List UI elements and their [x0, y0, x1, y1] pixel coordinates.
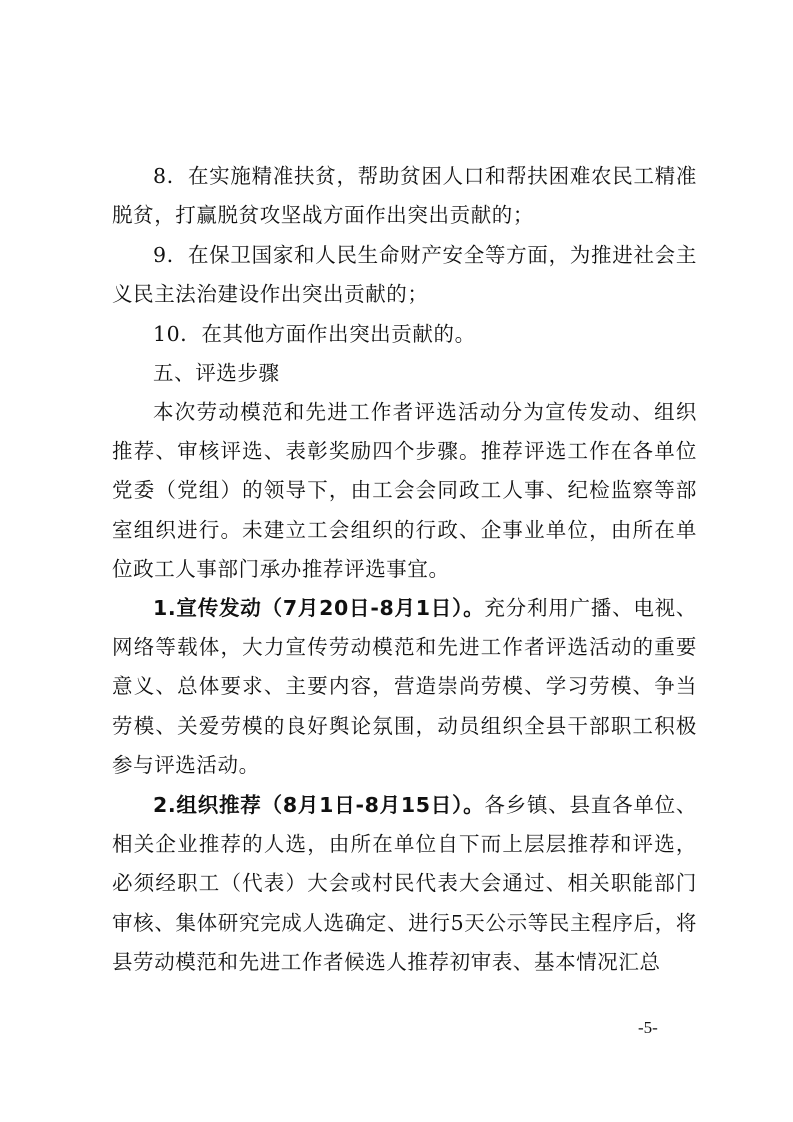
item-10 [112, 315, 697, 354]
step-1-title: 1.宣传发动（7月20日-8月1日）。 [153, 596, 485, 620]
step-2-title: 2.组织推荐（8月1日-8月15日）。 [153, 793, 485, 817]
section-intro-text: 本次劳动模范和先进工作者评选活动分为宣传发动、组织推荐、审核评选、表彰奖励四个步骤。推荐评选工作在各单位党委（党组）的领导下，由工会会同政工人事、纪检监察等部室组织进行。未建立工会组织的行政、企事业单位，由所在单位政工人事部门承办推荐评选事宜。 [112, 400, 697, 581]
item-9 [112, 236, 697, 314]
page-number: -5- [638, 1018, 658, 1037]
item-8 [112, 157, 697, 235]
step-1-body: 充分利用广播、电视、网络等载体，大力宣传劳动模范和先进工作者评选活动的重要意义、总体要求、主要内容，营造崇尚劳模、学习劳模、争当劳模、关爱劳模的良好舆论氛围，动员组织全县干部职工积极参与评选活动。 [112, 596, 697, 777]
step-2 [112, 786, 697, 982]
step-1 [112, 589, 697, 785]
item-10-text: 10．在其他方面作出突出贡献的。 [153, 322, 476, 346]
item-9-text: 9．在保卫国家和人民生命财产安全等方面，为推进社会主义民主法治建设作出突出贡献的； [112, 243, 697, 307]
item-8-text: 8．在实施精准扶贫，帮助贫困人口和帮扶困难农民工精准脱贫，打赢脱贫攻坚战方面作出突出贡献的； [112, 164, 697, 228]
section-intro [112, 393, 697, 589]
step-2-body: 各乡镇、县直各单位、相关企业推荐的人选，由所在单位自下而上层层推荐和评选，必须经职工（代表）大会或村民代表大会通过、相关职能部门审核、集体研究完成人选确定、进行5天公示等民主程序后，将县劳动模范和先进工作者候选人推荐初审表、基本情况汇总 [112, 793, 697, 974]
section-heading: 五、评选步骤 [153, 361, 280, 385]
